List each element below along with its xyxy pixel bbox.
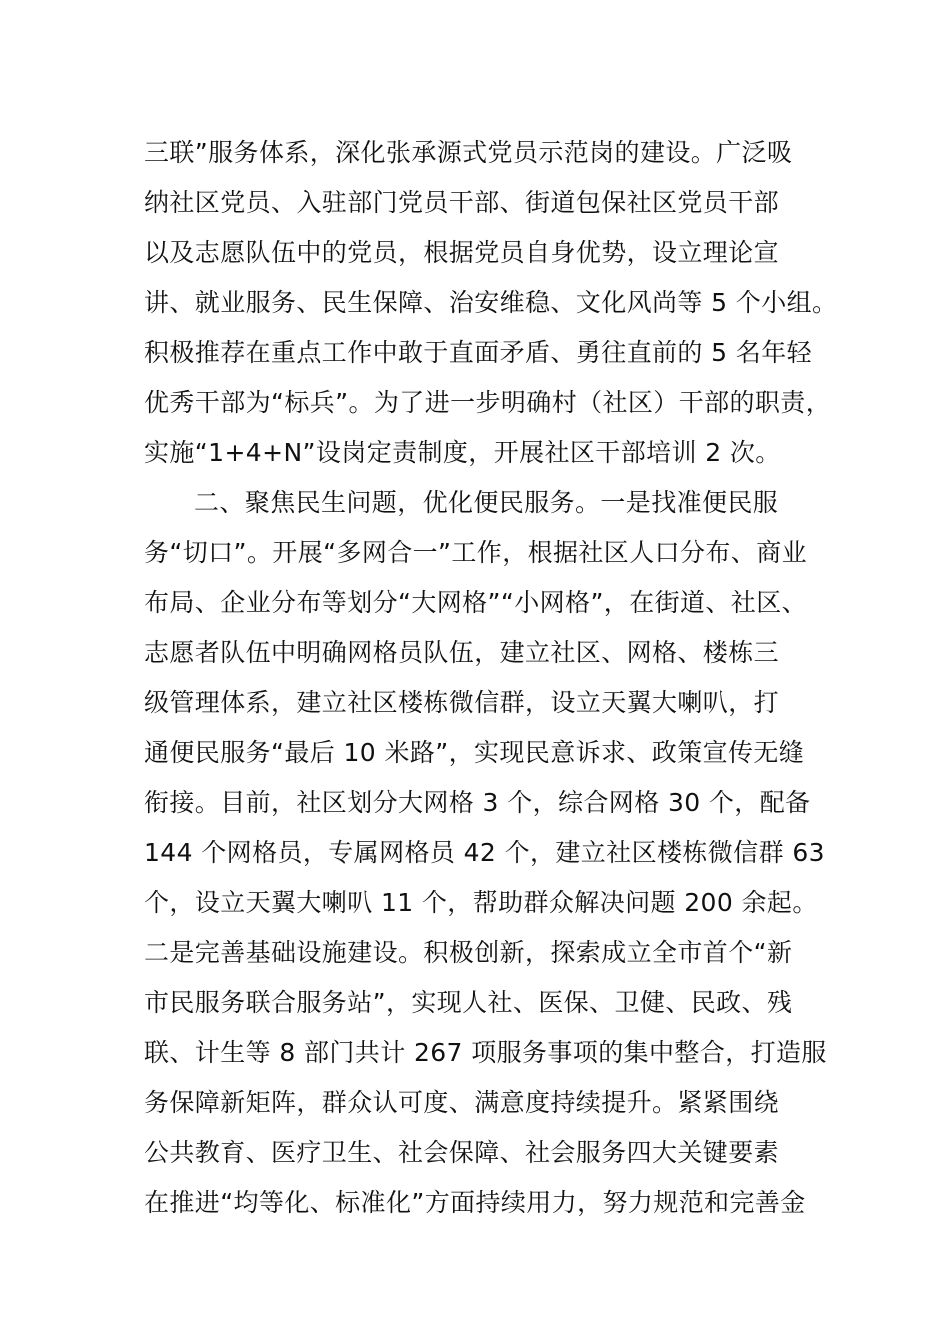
- text-line: 实施“1+4+N”设岗定责制度，开展社区干部培训 2 次。: [144, 438, 781, 467]
- paragraph-heading-line: 二、聚焦民生问题，优化便民服务。一是找准便民服: [194, 488, 779, 517]
- text-line: 布局、企业分布等划分“大网格”“小网格”，在街道、社区、: [144, 588, 808, 617]
- text-line: 通便民服务“最后 10 米路”，实现民意诉求、政策宣传无缝: [144, 738, 805, 767]
- text-line: 市民服务联合服务站”，实现人社、医保、卫健、民政、残: [144, 988, 793, 1017]
- text-line: 积极推荐在重点工作中敢于直面矛盾、勇往直前的 5 名年轻: [144, 338, 813, 367]
- text-line: 衔接。目前，社区划分大网格 3 个，综合网格 30 个，配备: [144, 788, 811, 817]
- text-line: 个，设立天翼大喇叭 11 个，帮助群众解决问题 200 余起。: [144, 888, 818, 917]
- text-line: 联、计生等 8 部门共计 267 项服务事项的集中整合，打造服: [144, 1038, 827, 1067]
- text-line: 级管理体系，建立社区楼栋微信群，设立天翼大喇叭，打: [144, 688, 780, 717]
- text-line: 144 个网格员，专属网格员 42 个，建立社区楼栋微信群 63: [144, 838, 825, 867]
- text-line: 以及志愿队伍中的党员，根据党员自身优势，设立理论宣: [144, 238, 780, 267]
- text-line: 志愿者队伍中明确网格员队伍，建立社区、网格、楼栋三: [144, 638, 780, 667]
- text-line: 二是完善基础设施建设。积极创新，探索成立全市首个“新: [144, 938, 793, 967]
- text-line: 三联”服务体系，深化张承源式党员示范岗的建设。广泛吸: [144, 138, 793, 167]
- text-line: 务保障新矩阵，群众认可度、满意度持续提升。紧紧围绕: [144, 1088, 780, 1117]
- text-line: 优秀干部为“标兵”。为了进一步明确村（社区）干部的职责，: [144, 388, 832, 417]
- text-line: 在推进“均等化、标准化”方面持续用力，努力规范和完善金: [144, 1188, 806, 1217]
- text-line: 公共教育、医疗卫生、社会保障、社会服务四大关键要素: [144, 1138, 780, 1167]
- text-line: 讲、就业服务、民生保障、治安维稳、文化风尚等 5 个小组。: [144, 288, 838, 317]
- text-line: 务“切口”。开展“多网合一”工作，根据社区人口分布、商业: [144, 538, 808, 567]
- text-line: 纳社区党员、入驻部门党员干部、街道包保社区党员干部: [144, 188, 780, 217]
